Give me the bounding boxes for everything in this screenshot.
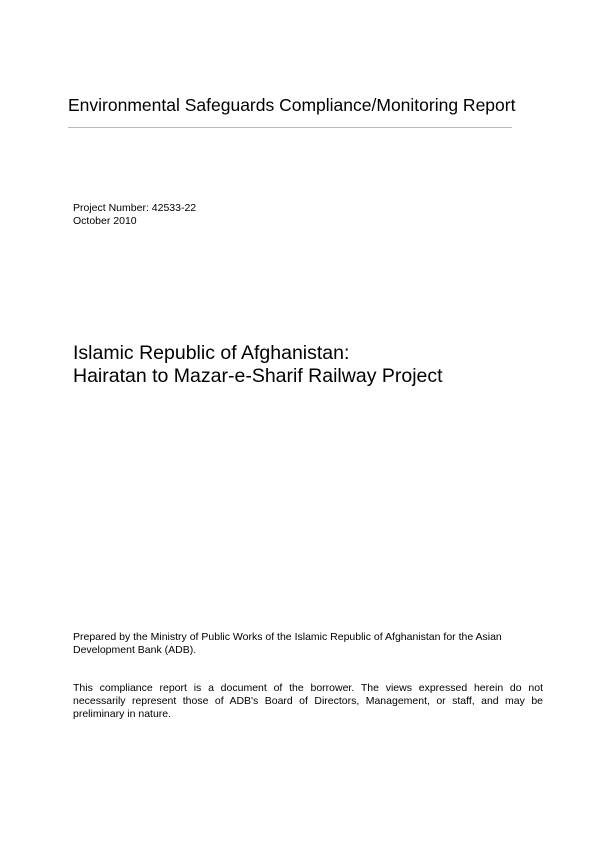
report-title: Environmental Safeguards Compliance/Monitoring Report	[68, 95, 516, 115]
disclaimer-statement: This compliance report is a document of the borrower. The views expressed herein do not necessarily represent those of ADB's Board of Directors, Management, or staff, and may be preliminary in nature.	[73, 682, 543, 720]
project-meta	[73, 202, 196, 228]
project-title-line-2: Hairatan to Mazar-e-Sharif Railway Project	[73, 365, 443, 387]
project-title-line-1: Islamic Republic of Afghanistan:	[73, 342, 350, 364]
title-divider	[68, 127, 512, 128]
project-title	[73, 342, 443, 388]
report-date: October 2010	[73, 215, 137, 227]
prepared-by-statement: Prepared by the Ministry of Public Works of the Islamic Republic of Afghanistan for the Asian Development Bank (ADB).	[73, 631, 502, 656]
project-number: Project Number: 42533-22	[73, 202, 197, 214]
